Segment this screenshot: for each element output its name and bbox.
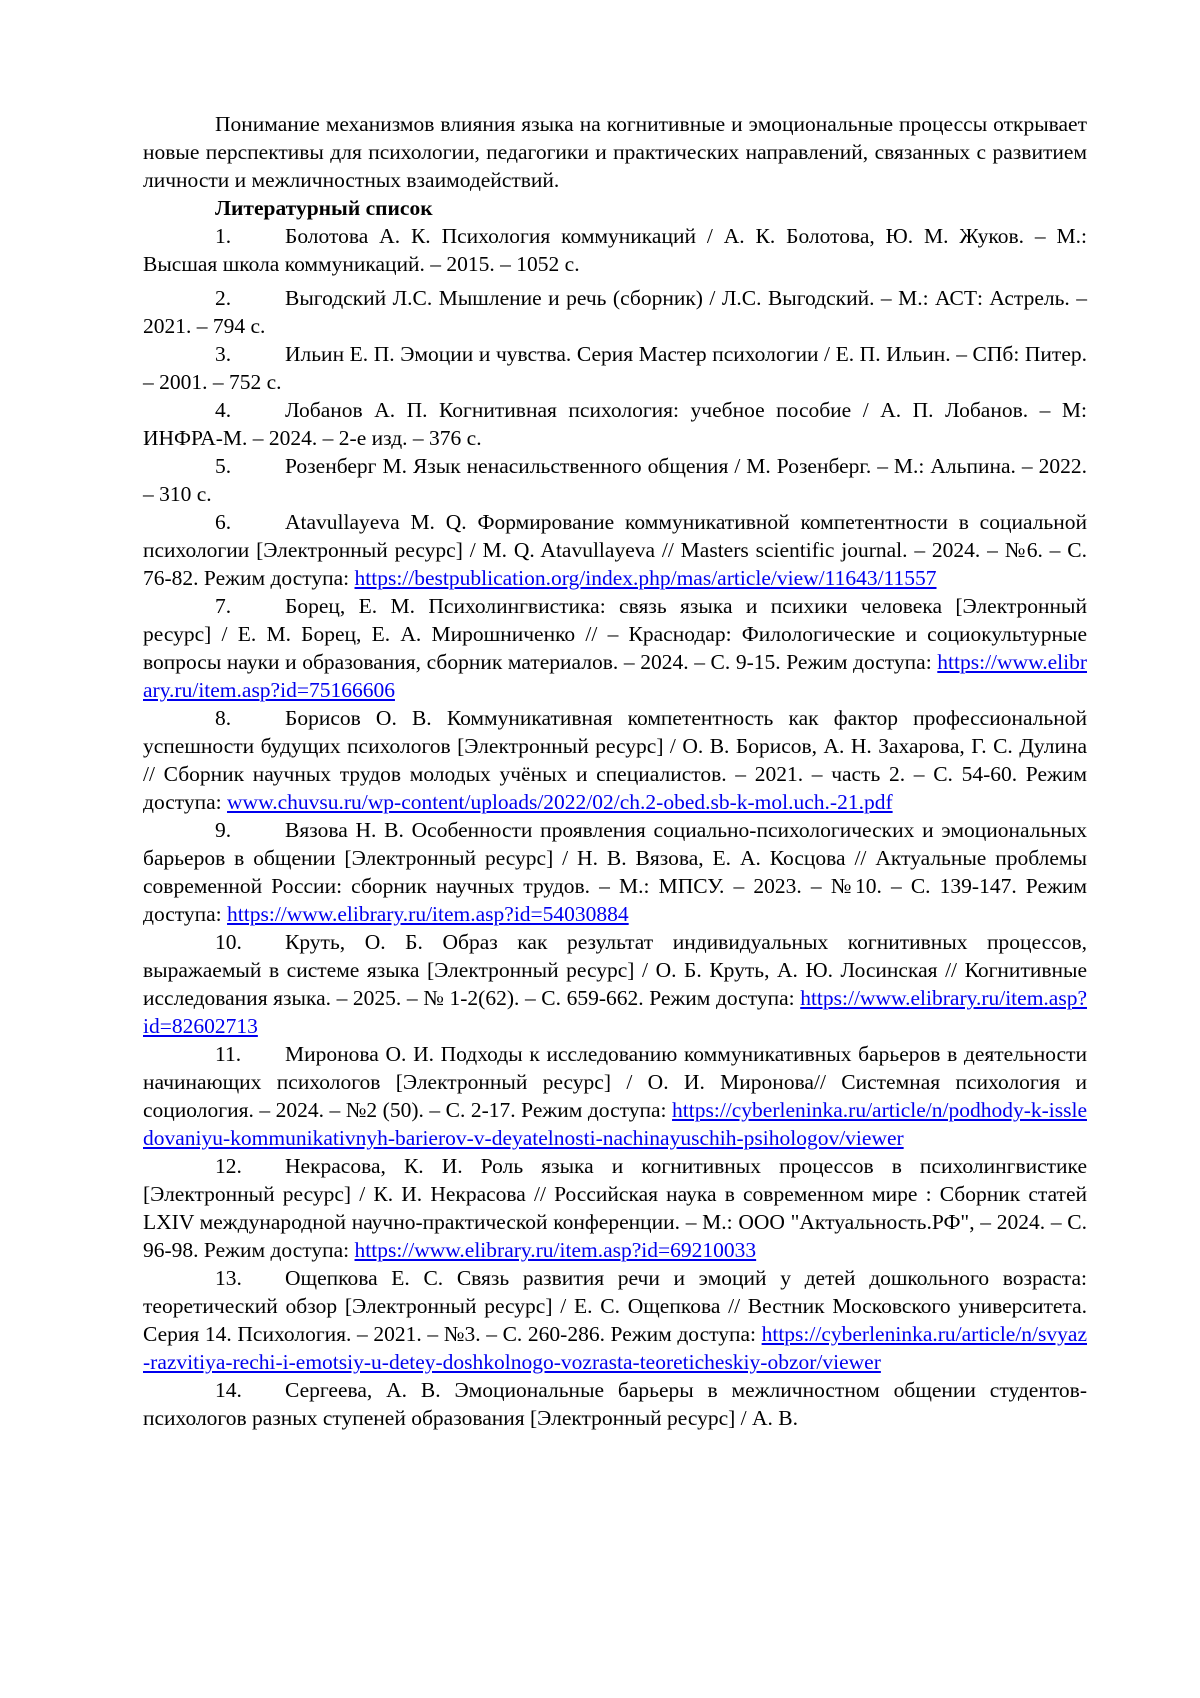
reference-number: 10. — [215, 930, 242, 954]
reference-text: Миронова О. И. Подходы к исследованию коммуникативных барьеров в деятельности начинающих психологов [Электронный ресурс] / О. И. Миронова// Системная психология и социология. – 2024. – №2 (50). – С. 2-17. Режим доступа: — [143, 1042, 1087, 1122]
reference-item — [143, 1152, 1087, 1264]
reference-number: 12. — [215, 1154, 242, 1178]
reference-number: 14. — [215, 1378, 242, 1402]
reference-link[interactable]: https://www.elibrary.ru/item.asp?id=75166606 — [143, 650, 1087, 702]
reference-item — [143, 508, 1087, 592]
reference-text: Болотова А. К. Психология коммуникаций / А. К. Болотова, Ю. М. Жуков. – М.: Высшая школа коммуникаций. – 2015. – 1052 с. — [143, 224, 1087, 276]
reference-text: Круть, О. Б. Образ как результат индивидуальных когнитивных процессов, выражаемый в системе языка [Электронный ресурс] / О. Б. Круть, А. Ю. Лосинская // Когнитивные исследования языка. – 2025. – № 1-2(62). – С. 659-662. Режим доступа: — [143, 930, 1087, 1010]
reference-number: 2. — [215, 286, 232, 310]
references-heading: Литературный список — [215, 196, 433, 220]
reference-item — [143, 704, 1087, 816]
reference-item — [143, 592, 1087, 704]
reference-text: Ильин Е. П. Эмоции и чувства. Серия Мастер психологии / Е. П. Ильин. – СПб: Питер. – 2001. – 752 с. — [143, 342, 1087, 394]
reference-number: 3. — [215, 342, 232, 366]
reference-link[interactable]: https://www.elibrary.ru/item.asp?id=54030884 — [227, 902, 629, 926]
reference-link[interactable]: https://cyberleninka.ru/article/n/svyaz-razvitiya-rechi-i-emotsiy-u-detey-doshkolnogo-vozrasta-teoreticheskiy-obzor/viewer — [143, 1322, 1087, 1374]
reference-number: 9. — [215, 818, 232, 842]
reference-text: Борец, Е. М. Психолингвистика: связь языка и психики человека [Электронный ресурс] / Е. М. Борец, Е. А. Мирошниченко // – Краснодар: Филологические и социокультурные вопросы науки и образования, сборник материалов. – 2024. – С. 9-15. Режим доступа: — [143, 594, 1087, 674]
reference-text: Ощепкова Е. С. Связь развития речи и эмоций у детей дошкольного возраста: теоретический обзор [Электронный ресурс] / Е. С. Ощепкова // Вестник Московского университета. Серия 14. Психология. – 2021. – №3. – С. 260-286. Режим доступа: — [143, 1266, 1087, 1346]
intro-paragraph: Понимание механизмов влияния языка на когнитивные и эмоциональные процессы открывает новые перспективы для психологии, педагогики и практических направлений, связанных с развитием личности и межличностных взаимодействий. — [143, 112, 1087, 192]
reference-text: Некрасова, К. И. Роль языка и когнитивных процессов в психолингвистике [Электронный ресурс] / К. И. Некрасова // Российская наука в современном мире : Сборник статей LXIV международной научно-практической конференции. – М.: ООО "Актуальность.РФ", – 2024. – С. 96-98. Режим доступа: — [143, 1154, 1087, 1262]
reference-number: 6. — [215, 510, 232, 534]
reference-link[interactable]: https://bestpublication.org/index.php/mas/article/view/11643/11557 — [354, 566, 937, 590]
reference-number: 5. — [215, 454, 232, 478]
reference-text: Вязова Н. В. Особенности проявления социально-психологических и эмоциональных барьеров в общении [Электронный ресурс] / Н. В. Вязова, Е. А. Косцова // Актуальные проблемы современной России: сборник научных трудов. – М.: МПСУ. – 2023. – №10. – С. 139-147. Режим доступа: — [143, 818, 1087, 926]
reference-number: 1. — [215, 224, 232, 248]
reference-link[interactable]: www.chuvsu.ru/wp-content/uploads/2022/02/ch.2-obed.sb-k-mol.uch.-21.pdf — [227, 790, 893, 814]
reference-number: 11. — [215, 1042, 242, 1066]
reference-text: Лобанов А. П. Когнитивная психология: учебное пособие / А. П. Лобанов. – М: ИНФРА-М. – 2024. – 2-е изд. – 376 с. — [143, 398, 1087, 450]
reference-item — [143, 1376, 1087, 1432]
reference-link[interactable]: https://cyberleninka.ru/article/n/podhody-k-issledovaniyu-kommunikativnyh-barierov-v-deyatelnosti-nachinayuschih-psihologov/viewer — [143, 1098, 1087, 1150]
reference-item — [143, 222, 1087, 278]
reference-number: 13. — [215, 1266, 242, 1290]
reference-item — [143, 816, 1087, 928]
reference-link[interactable]: https://www.elibrary.ru/item.asp?id=82602713 — [143, 986, 1087, 1038]
reference-number: 7. — [215, 594, 232, 618]
reference-link[interactable]: https://www.elibrary.ru/item.asp?id=69210033 — [354, 1238, 757, 1262]
document-page — [143, 110, 1087, 1432]
reference-item — [143, 284, 1087, 340]
reference-item — [143, 452, 1087, 508]
reference-text: Выгодский Л.С. Мышление и речь (сборник) / Л.С. Выгодский. – М.: АСТ: Астрель. – 2021. – 794 с. — [143, 286, 1087, 338]
reference-text: Борисов О. В. Коммуникативная компетентность как фактор профессиональной успешности будущих психологов [Электронный ресурс] / О. В. Борисов, А. Н. Захарова, Г. С. Дулина // Сборник научных трудов молодых учёных и специалистов. – 2021. – часть 2. – С. 54-60. Режим доступа: — [143, 706, 1087, 814]
reference-text: Сергеева, А. В. Эмоциональные барьеры в межличностном общении студентов-психологов разных ступеней образования [Электронный ресурс] / А. В. — [143, 1378, 1087, 1430]
reference-text: Atavullayeva M. Q. Формирование коммуникативной компетентности в социальной психологии [Электронный ресурс] / M. Q. Atavullayeva // Masters scientific journal. – 2024. – №6. – С. 76-82. Режим доступа: — [143, 510, 1087, 590]
reference-item — [143, 1040, 1087, 1152]
reference-item — [143, 928, 1087, 1040]
reference-item — [143, 396, 1087, 452]
reference-number: 4. — [215, 398, 232, 422]
reference-number: 8. — [215, 706, 232, 730]
reference-item — [143, 1264, 1087, 1376]
reference-item — [143, 340, 1087, 396]
reference-text: Розенберг М. Язык ненасильственного общения / М. Розенберг. – М.: Альпина. – 2022. – 310 с. — [143, 454, 1087, 506]
references-list — [143, 222, 1087, 1432]
